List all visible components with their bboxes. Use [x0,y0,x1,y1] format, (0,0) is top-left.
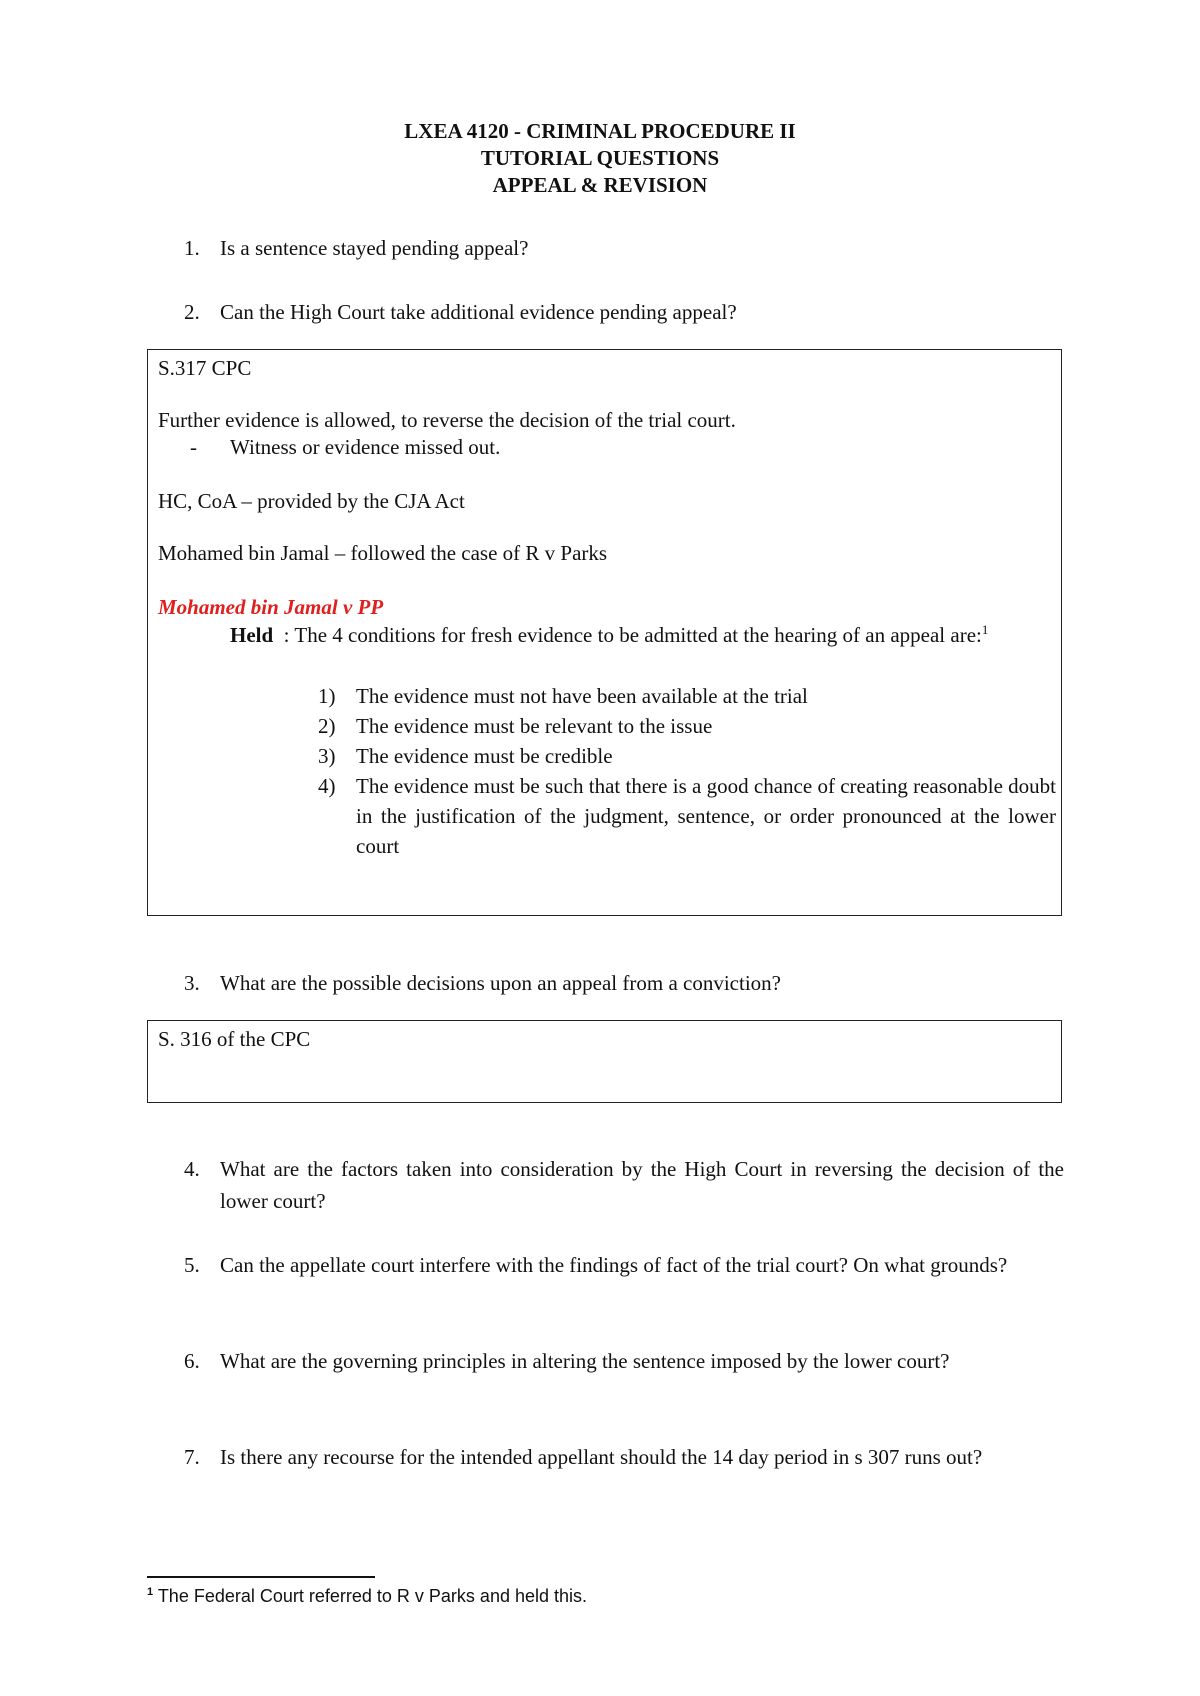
question-item [184,232,1064,264]
question-text: Can the appellate court interfere with the findings of fact of the trial court? On what grounds? [220,1253,1008,1277]
question-text: What are the governing principles in altering the sentence imposed by the lower court? [220,1349,950,1373]
question-number: 4. [184,1157,200,1181]
condition-text: The evidence must not have been available at the trial [356,684,808,708]
footnote-reference: 1 [981,622,989,637]
topic-title: APPEAL & REVISION [492,173,708,197]
condition-item [318,771,1056,861]
question-number: 1. [184,236,200,260]
condition-number: 3) [318,744,336,768]
footnote-marker: 1 [147,1586,154,1598]
question-item [184,296,1064,328]
section-reference: S. 316 of the CPC [158,1027,311,1051]
condition-number: 4) [318,774,336,798]
course-title: LXEA 4120 - CRIMINAL PROCEDURE II [404,119,796,143]
tutorial-subtitle: TUTORIAL QUESTIONS [480,146,720,170]
condition-text: The evidence must be relevant to the issue [356,714,713,738]
condition-text: The evidence must be such that there is a good chance of creating reasonable doubt in the justification of the judgment, sentence, or order pronounced at the lower court [356,774,1056,858]
question-item [184,1249,1064,1281]
question-item [184,1441,1064,1473]
question-text: Is a sentence stayed pending appeal? [220,236,529,260]
condition-item [318,741,1056,771]
question-number: 7. [184,1445,200,1469]
footnote-separator [147,1576,375,1578]
section-reference: S.317 CPC [158,356,252,380]
question-text: What are the factors taken into consideration by the High Court in reversing the decision of the lower court? [220,1157,1064,1213]
footnote-text: The Federal Court referred to R v Parks and held this. [157,1586,588,1606]
question-item [184,967,1064,999]
question-item [184,1345,1064,1377]
held-paragraph [230,620,1050,650]
question-number: 3. [184,971,200,995]
condition-item [318,681,1056,711]
question-item [184,1153,1064,1217]
question-text: Is there any recourse for the intended appellant should the 14 day period in s 307 runs out? [220,1445,983,1469]
case-name: Mohamed bin Jamal v PP [158,595,384,619]
question-number: 2. [184,300,200,324]
followed-case-note: Mohamed bin Jamal – followed the case of R v Parks [158,541,608,565]
footnote [147,1584,587,1608]
question-number: 6. [184,1349,200,1373]
answer-box-additional-evidence [147,349,1062,916]
condition-text: The evidence must be credible [356,744,613,768]
further-evidence-note: Further evidence is allowed, to reverse the decision of the trial court. [158,408,736,432]
document-title [0,118,1200,199]
question-number: 5. [184,1253,200,1277]
bullet-marker: - [190,435,197,459]
hc-coa-note: HC, CoA – provided by the CJA Act [158,489,465,513]
answer-box-possible-decisions [147,1020,1062,1103]
held-label: Held [230,623,274,647]
held-text: : The 4 conditions for fresh evidence to be admitted at the hearing of an appeal are: [283,623,982,647]
bullet-text: Witness or evidence missed out. [230,435,501,459]
condition-item [318,711,1056,741]
condition-number: 2) [318,714,336,738]
condition-number: 1) [318,684,336,708]
question-text: Can the High Court take additional evidence pending appeal? [220,300,737,324]
question-text: What are the possible decisions upon an appeal from a conviction? [220,971,781,995]
